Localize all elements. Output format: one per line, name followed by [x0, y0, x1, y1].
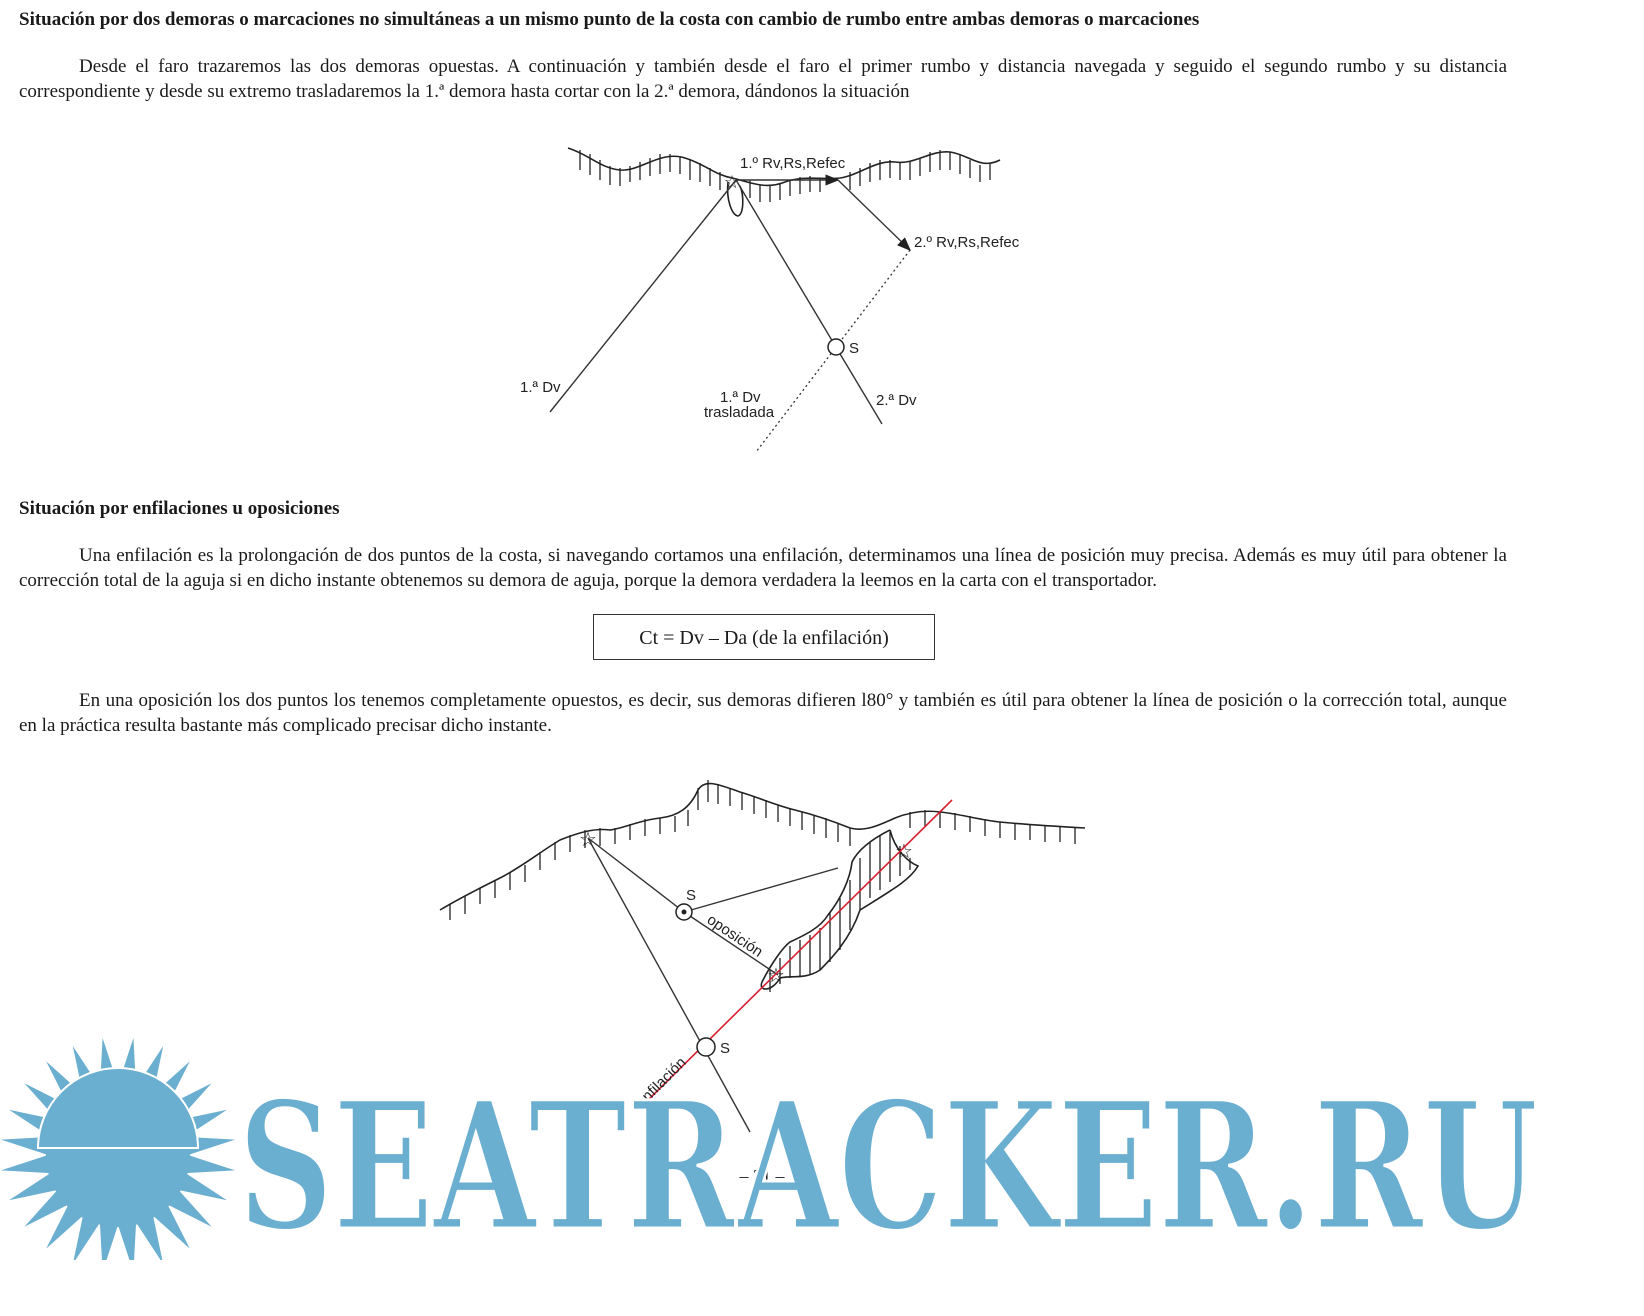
lighthouse-star-icon-east: ☆	[895, 841, 913, 863]
second-bearing-line	[736, 180, 882, 424]
section-heading-two-bearings: Situación por dos demoras o marcaciones no simultáneas a un mismo punto de la costa con cambio de rumbo entre ambas demoras o marcaciones	[19, 9, 1200, 30]
bearing-s-to-east	[684, 868, 838, 912]
section-paragraph-two-bearings: Desde el faro trazaremos las dos demoras opuestas. A continuación y también desde el faro el primer rumbo y distancia navegada y seguido el segundo rumbo y su distancia correspondiente y desde su extremo trasladaremos la 1.ª demora hasta cortar con la 2.ª demora, dándonos la situación	[19, 56, 1507, 102]
section-paragraph-range: Una enfilación es la prolongación de dos puntos de la costa, si navegando cortamos una enfilación, determinamos una línea de posición muy precisa. Además es muy útil para obtener la corrección total de la aguja si en dicho instante obtenemos su demora de aguja, porque la demora verdadera la leemos en la carta con el transportador.	[19, 545, 1507, 591]
label-second-course: 2.º Rv,Rs,Refec	[914, 234, 1020, 251]
fix-opposition-dot	[682, 910, 687, 915]
lighthouse-star-icon-south: ☆	[767, 965, 785, 987]
lighthouse-star-icon-west: ☆	[579, 829, 597, 851]
label-first-course: 1.º Rv,Rs,Refec	[740, 155, 846, 172]
label-fix-range: S	[720, 1040, 731, 1057]
label-fix-opposition: S	[686, 887, 697, 904]
label-range: enfilación	[632, 1053, 690, 1111]
peninsula-hatching	[770, 832, 910, 992]
second-course-vector	[838, 180, 910, 250]
mainland-coastline	[440, 784, 1085, 910]
lighthouse-star-icon: ☆	[723, 172, 741, 192]
watermark-logo	[0, 1020, 1644, 1260]
label-first-bearing: 1.ª Dv	[520, 379, 561, 396]
label-moved-bearing-1: 1.ª Dv	[720, 389, 761, 406]
label-second-bearing: 2.ª Dv	[876, 392, 917, 409]
label-opposition: oposición	[703, 911, 766, 961]
section-heading-ranges: Situación por enfilaciones u oposiciones	[19, 498, 340, 519]
watermark-text: SEATRACKER.RU	[238, 1063, 1538, 1260]
section-paragraph-opposition: En una oposición los dos puntos los tenemos completamente opuestos, es decir, sus demoras difieren l80° y también es útil para obtener la línea de posición o la corrección total, aunque en la práctica resulta bastante más complicado precisar dicho instante.	[19, 690, 1507, 736]
fix-circle	[828, 339, 844, 355]
first-bearing-line	[550, 180, 736, 412]
figure-two-bearings-diagram	[500, 130, 1060, 460]
label-fix: S	[849, 340, 860, 357]
label-moved-bearing-2: trasladada	[704, 404, 775, 421]
formula-box: Ct = Dv – Da (de la enfilación)	[593, 614, 935, 660]
bearing-west-to-s	[588, 838, 684, 912]
page-number: – 21 –	[739, 1166, 785, 1186]
